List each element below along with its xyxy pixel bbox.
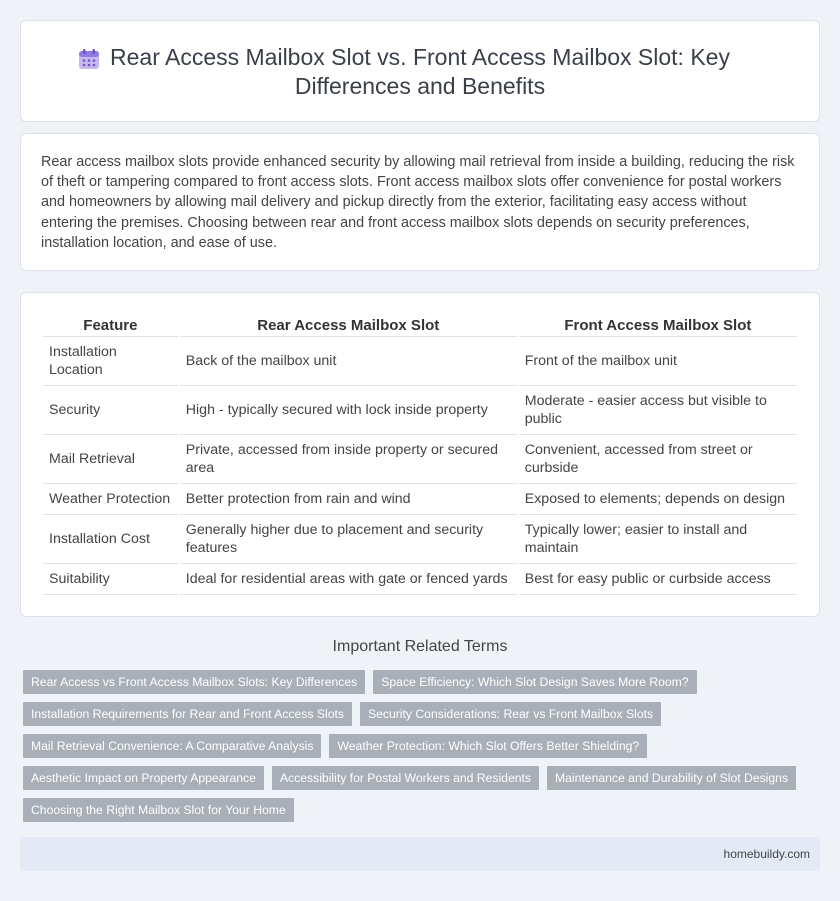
intro-card <box>20 133 820 271</box>
comparison-table <box>41 313 799 595</box>
header-feature: Feature <box>43 313 178 337</box>
header-card <box>20 20 820 122</box>
front-cell: Convenient, accessed from street or curbside <box>519 435 797 484</box>
related-tag[interactable]: Maintenance and Durability of Slot Designs <box>547 766 796 790</box>
page-title: Rear Access Mailbox Slot vs. Front Access Mailbox Slot: Key Differences and Benefits <box>110 44 730 99</box>
table-row <box>43 484 797 515</box>
front-cell: Moderate - easier access but visible to public <box>519 386 797 435</box>
rear-cell: High - typically secured with lock inside property <box>180 386 517 435</box>
feature-cell: Installation Location <box>43 337 178 386</box>
rear-cell: Ideal for residential areas with gate or fenced yards <box>180 564 517 595</box>
table-header-row <box>43 313 797 337</box>
feature-cell: Security <box>43 386 178 435</box>
footer-site-link[interactable]: homebuildy.com <box>723 847 810 861</box>
table-row <box>43 435 797 484</box>
front-cell: Front of the mailbox unit <box>519 337 797 386</box>
feature-cell: Installation Cost <box>43 515 178 564</box>
related-tag[interactable]: Accessibility for Postal Workers and Residents <box>272 766 539 790</box>
rear-cell: Better protection from rain and wind <box>180 484 517 515</box>
footer <box>20 837 820 871</box>
related-tag[interactable]: Mail Retrieval Convenience: A Comparative Analysis <box>23 734 321 758</box>
comparison-table-card <box>20 292 820 617</box>
table-row <box>43 386 797 435</box>
table-row <box>43 564 797 595</box>
related-tag[interactable]: Aesthetic Impact on Property Appearance <box>23 766 264 790</box>
rear-cell: Generally higher due to placement and security features <box>180 515 517 564</box>
related-terms-tags <box>23 670 813 830</box>
rear-cell: Back of the mailbox unit <box>180 337 517 386</box>
feature-cell: Mail Retrieval <box>43 435 178 484</box>
related-tag[interactable]: Space Efficiency: Which Slot Design Saves More Room? <box>373 670 696 694</box>
related-tag[interactable]: Choosing the Right Mailbox Slot for Your Home <box>23 798 294 822</box>
intro-paragraph: Rear access mailbox slots provide enhanced security by allowing mail retrieval from inside a building, reducing the risk of theft or tampering compared to front access slots. Front access mailbox slots offer convenience for postal workers and homeowners by allowing mail delivery and pickup directly from the exterior, facilitating easy access without entering the premises. Choosing between rear and front access mailbox slots depends on security preferences, installation location, and ease of use. <box>41 154 795 251</box>
related-terms-title: Important Related Terms <box>332 638 508 655</box>
header-rear-access: Rear Access Mailbox Slot <box>180 313 517 337</box>
table-row <box>43 515 797 564</box>
table-row <box>43 337 797 386</box>
feature-cell: Weather Protection <box>43 484 178 515</box>
related-tag[interactable]: Security Considerations: Rear vs Front Mailbox Slots <box>360 702 661 726</box>
related-tag[interactable]: Installation Requirements for Rear and Front Access Slots <box>23 702 352 726</box>
front-cell: Best for easy public or curbside access <box>519 564 797 595</box>
related-tag[interactable]: Rear Access vs Front Access Mailbox Slots: Key Differences <box>23 670 365 694</box>
front-cell: Typically lower; easier to install and maintain <box>519 515 797 564</box>
related-tag[interactable]: Weather Protection: Which Slot Offers Better Shielding? <box>329 734 647 758</box>
front-cell: Exposed to elements; depends on design <box>519 484 797 515</box>
feature-cell: Suitability <box>43 564 178 595</box>
rear-cell: Private, accessed from inside property or secured area <box>180 435 517 484</box>
header-front-access: Front Access Mailbox Slot <box>519 313 797 337</box>
